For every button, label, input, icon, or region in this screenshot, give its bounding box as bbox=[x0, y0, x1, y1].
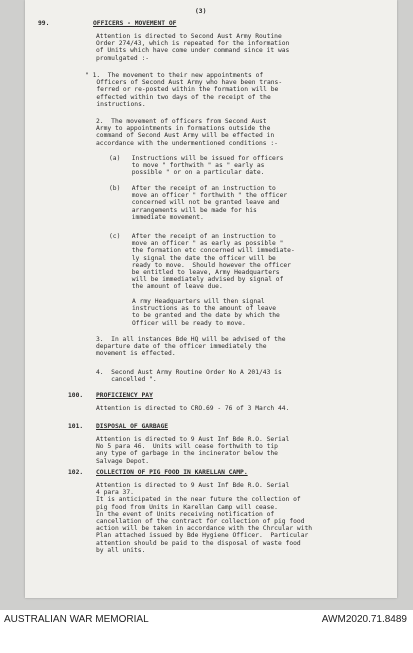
archive-footer bbox=[0, 610, 413, 653]
paragraph-4: 4. Second Aust Army Routine Order No A 201/43 is cancelled ". bbox=[96, 369, 282, 384]
section-heading: OFFICERS - MOVEMENT OF bbox=[93, 20, 177, 27]
paragraph-army-hq: A rmy Headquarters will then signal instructions as to the amount of leave to be granted and the date by which the Officer will be ready to move. bbox=[132, 298, 280, 327]
subparagraph-c: (c) After the receipt of an instruction to move an officer " as early as possible " the formation etc concerned will immediate- ly signal the date the officer will be ready to move. Should however the officer be entitled to leave, Army Headquarters will be immediately advised by signal of the amount of leave due. bbox=[109, 233, 295, 291]
section-number: 99. bbox=[38, 20, 50, 27]
subparagraph-b: (b) After the receipt of an instruction to move an officer " forthwith " the officer concerned will not be granted leave and arrangements will be made for his immediate movement. bbox=[109, 185, 288, 221]
page-number: (3) bbox=[195, 8, 207, 15]
footer-reference: AWM2020.71.8489 bbox=[321, 614, 407, 625]
footer-institution: AUSTRALIAN WAR MEMORIAL bbox=[4, 614, 149, 625]
paragraph-1: " 1. The movement to their new appointments of Officers of Second Aust Army who have been trans- ferred or re-posted within the formation will be effected within two days of the receipt of the instructions. bbox=[85, 72, 283, 108]
section-body: Attention is directed to 9 Aust Inf Bde R.O. Serial No 5 para 46. Units will cease forthwith to tip any type of garbage in the incinerator below the Salvage Depot. bbox=[96, 436, 290, 465]
section-body: Attention is directed to 9 Aust Inf Bde R.O. Serial 4 para 37. It is anticipated in the near future the collection of pig food from Units in Karellan Camp will cease. In the event of Units receiving notification of cancellation of the contract for collection of pig food action will be taken in accordance with the Chrcular with Plan attached issued by Bde Hygiene Officer. Particular attention should be paid to the disposal of waste food by all units. bbox=[96, 482, 313, 554]
section-number: 102. bbox=[68, 469, 84, 476]
section-number: 101. bbox=[68, 423, 84, 430]
paragraph-3: 3. In all instances Bde HQ will be advised of the departure date of the officer immediately the movement is effected. bbox=[96, 336, 286, 358]
section-body: Attention is directed to CRO.69 - 76 of 3 March 44. bbox=[96, 405, 290, 412]
paragraph-2: 2. The movement of officers from Second Aust Army to appointments in formations outside the command of Second Aust Army will be effected in accordance with the undermentioned conditions :- bbox=[96, 118, 278, 147]
section-heading: PROFICIENCY PAY bbox=[96, 392, 153, 399]
subparagraph-a: (a) Instructions will be issued for officers to move " forthwith " as " early as possible " or on a particular date. bbox=[109, 155, 284, 177]
document-page bbox=[25, 0, 397, 598]
section-intro: Attention is directed to Second Aust Army Routine Order 274/43, which is repeated for the information of Units which have come under command since it was promulgated :- bbox=[96, 33, 290, 62]
section-heading: COLLECTION OF PIG FOOD IN KARELLAN CAMP. bbox=[96, 469, 248, 476]
section-heading: DISPOSAL OF GARBAGE bbox=[96, 423, 169, 430]
section-number: 100. bbox=[68, 392, 84, 399]
